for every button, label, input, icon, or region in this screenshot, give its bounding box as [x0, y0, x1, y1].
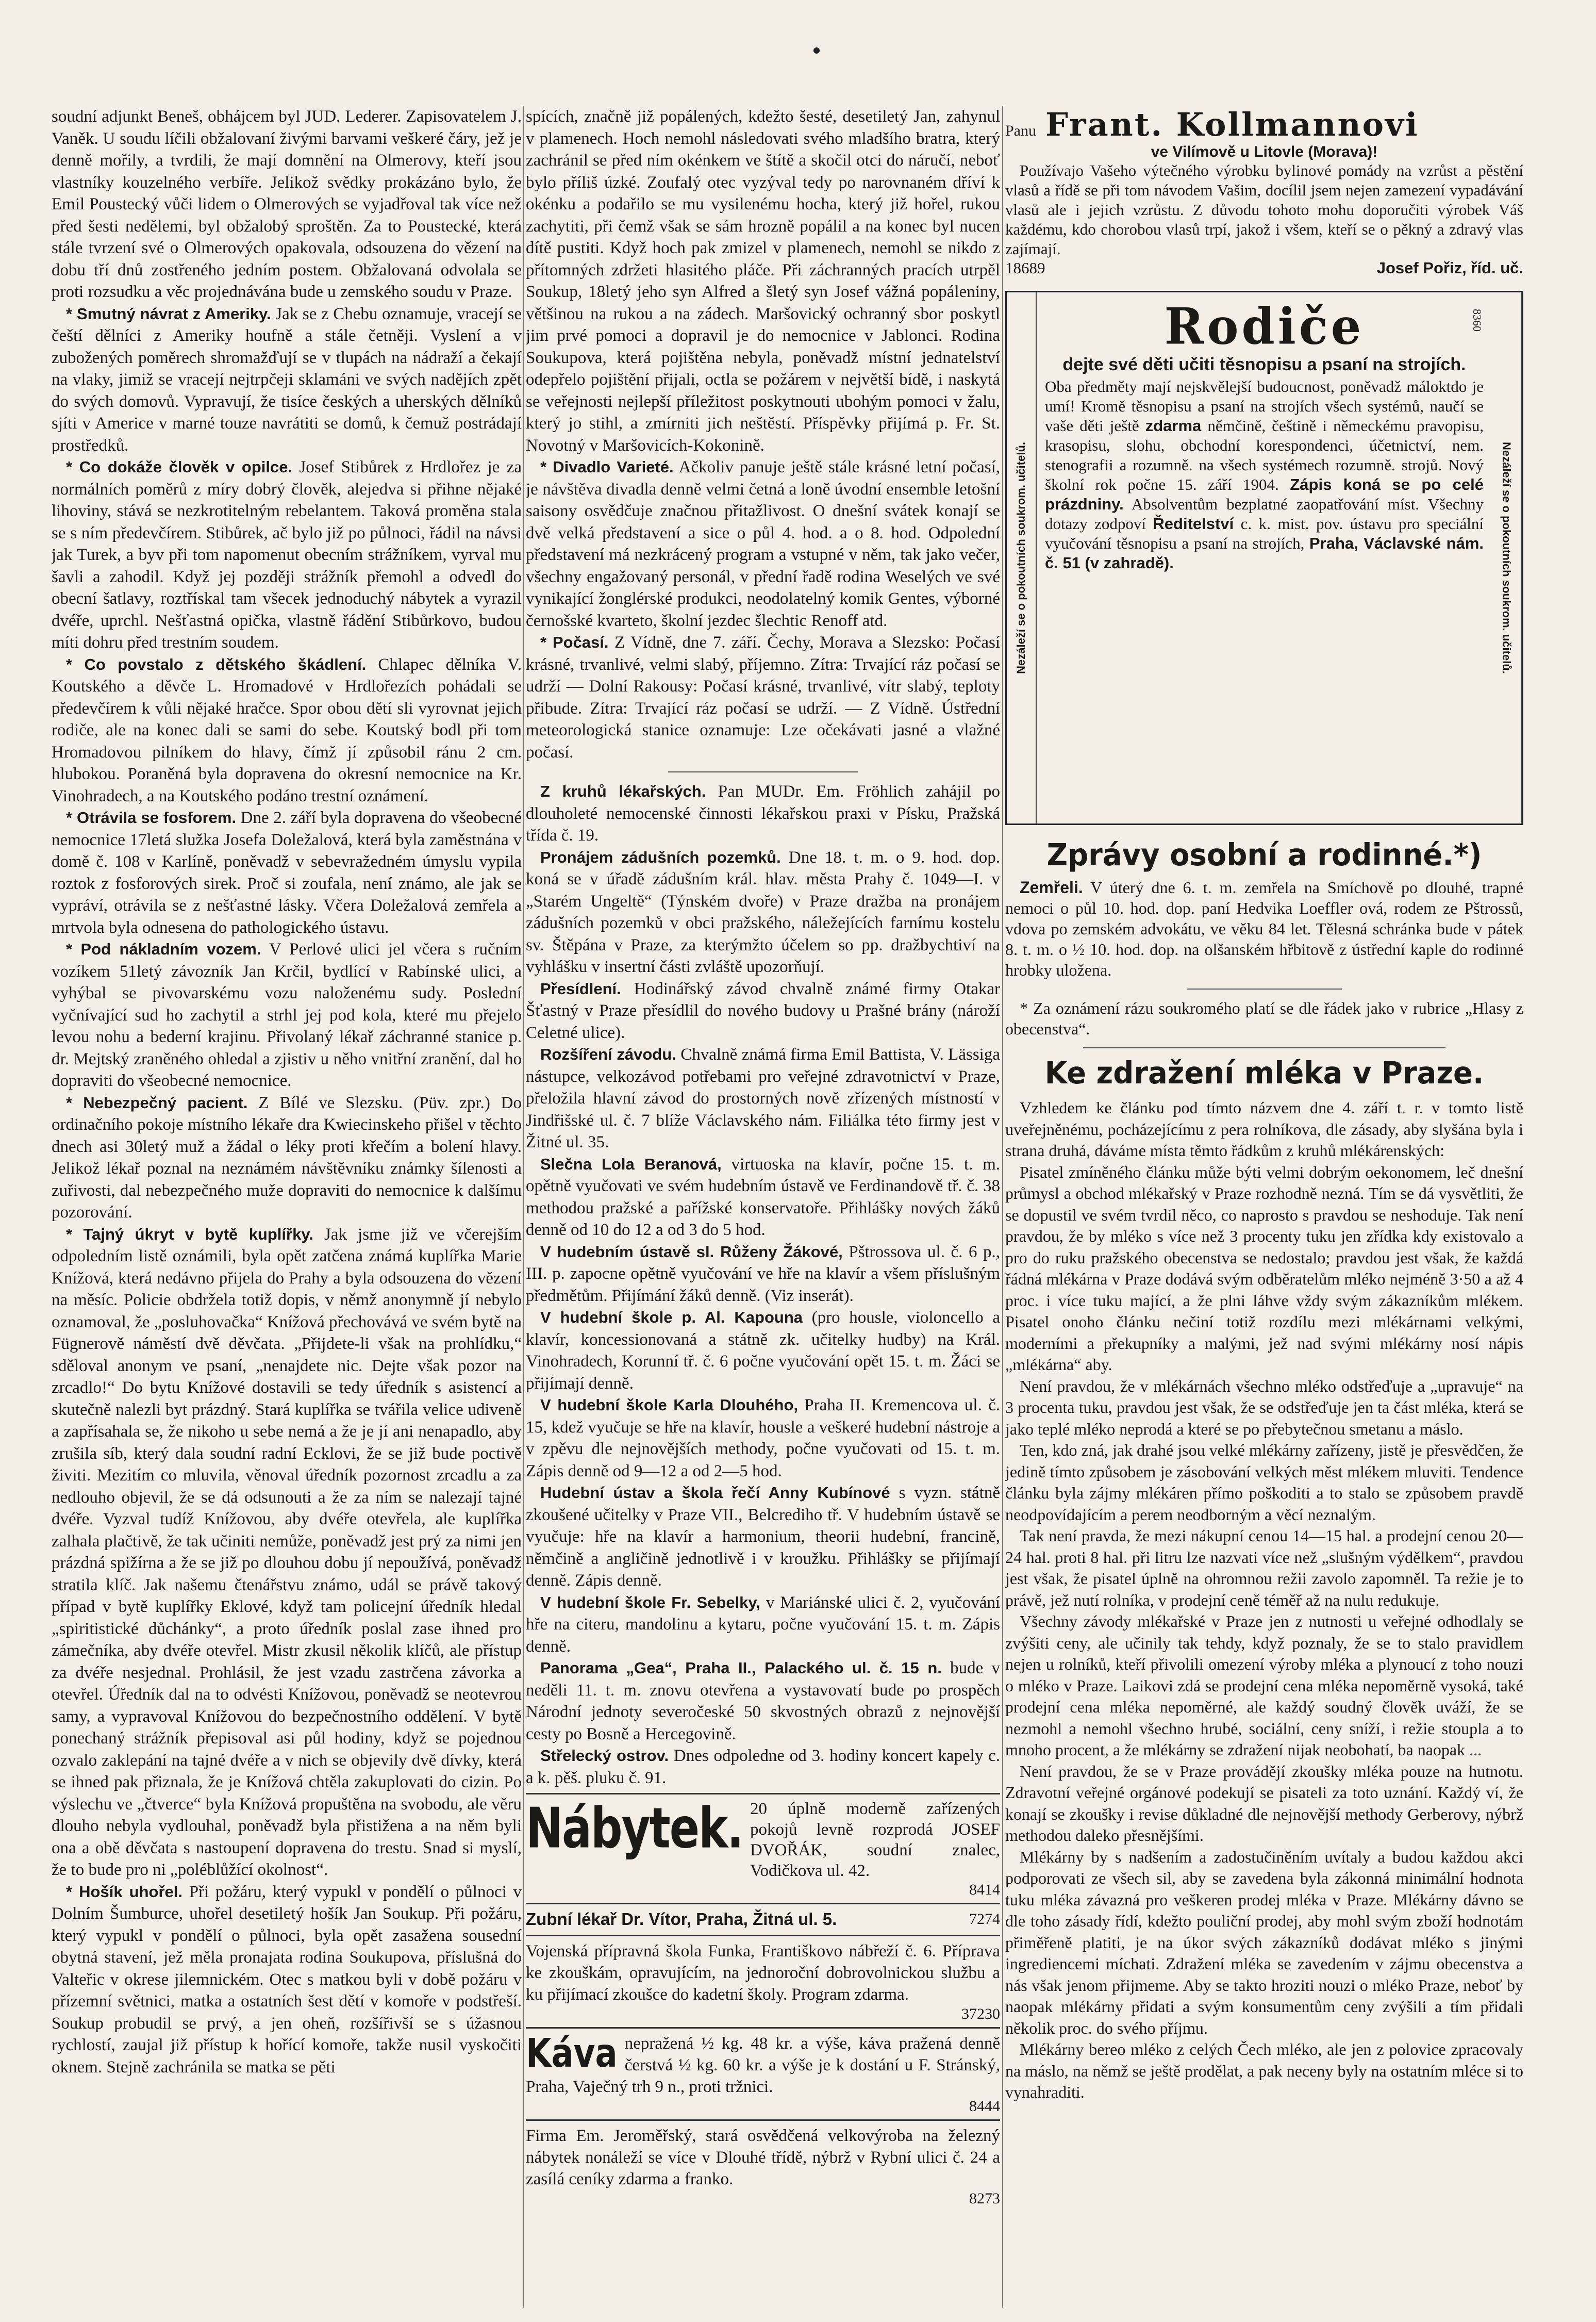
ad-zubni-number: 7274	[969, 1911, 1000, 1928]
article-milk-body	[1005, 1097, 1523, 2103]
article-text: (pro housle, violoncello a klavír, koncessionovaná a státně zk. učitelky hudby) na Král. Vinohradech, Korunní tř. č. 6 počne vyučování opět 15. t. m. Žáci se přijímají denně.	[526, 1308, 1000, 1393]
article-headline: V hudební škole Karla Dlouhého,	[540, 1396, 798, 1414]
testimonial-recipient: Frant. Kollmannovi	[1045, 106, 1419, 143]
article-headline: * Tajný úkryt v bytě kuplířky.	[66, 1225, 313, 1243]
testimonial-signature: Josef Pořiz, říd. uč.	[1376, 259, 1523, 277]
article	[526, 1657, 1000, 1745]
article	[526, 456, 1000, 632]
article	[52, 938, 522, 1092]
article-paragraph: Není pravdou, že v mlékárnách všechno mléko odstřeďuje a „upravuje“ na 3 procenta tuku, pravdou jest však, že se odstřeďuje jen ta část mléka, která se jako teplé mléko neprodá a které se po přebytečnou smetanu a máslo.	[1005, 1376, 1523, 1438]
article	[526, 781, 1000, 847]
article	[526, 1482, 1000, 1592]
article-text: Praha II. Kremencova ul. č. 15, kdež vyučuje se hře na klavír, housle a veškeré hudební nástroje a v zpěvu dle nejnovějších methody, počne vyučovati od 15. t. m. Zápis denně od 9—12 a od 2—5 hod.	[526, 1396, 1000, 1480]
ad-rodice-body: Oba předměty mají nejskvělejší budoucnost, poněvadž máloktdo je umí! Kromě těsnopisu a psaní na strojích všech systémů, naučí se vaše děti ještě zdarma němčině, češtině i německému pravopisu, krasopisu, slohu, obchodní korespondenci, účetnictví, nem. stenografii a rozumně. na všech systémech rozumně. strojů. Nový školní rok počne 15. září 1904. Zápis koná se po celé prázdniny. Absolventům bezplatné zaopatřování míst. Všechny dotazy zodpoví Ředitelství c. k. mist. pov. ústavu pro speciální vyučování těsnopisu a psaní na strojích, Praha, Václavské nám. č. 51 (v zahradě).	[1045, 377, 1484, 572]
ad-skola	[526, 1935, 1000, 2023]
article-text: Z Vídně, dne 7. září. Čechy, Morava a Slezsko: Počasí krásné, trvanlivé, velmi slabý, příjemno. Zítra: Trvající ráz počasí se udrží — Dolní Rakousy: Počasí krásné, trvanlivé, vítr slabý, teploty přibude. Zítra: Trvající ráz počasí se udrží. — Z Vídně. Ústřední meteorologická stanice oznamuje: Lze očekávati jasné a vlažné počasí.	[526, 633, 1000, 762]
article	[52, 1881, 522, 2079]
ad-rodice-side-text-right: Nezáleží se o pokoutních soukrom. učitelů.	[1500, 442, 1513, 674]
article-text: spících, značně již popálených, kdežto šesté, desetiletý Jan, zahynul v plamenech. Hoch nemohl následovati svého mladšího bratra, který zachránil se před ním okénkem ve štítě a skočil otci do náručí, neboť bylo příliš úzké. Zoufalý otec vyzýval tedy po narovnaném dříví k okénku a podařilo se mu vysilenému hocha, který již hořel, rukou zachytiti, při čemž však se sám hrozně popálil a na konec byl nucen dítě pustiti. Když hoch pak zmizel v plamenech, nemohl se nikdo z přítomných zdržeti hlasitého pláče. Při záchranných pracích utrpěl Soukup, 18letý jeho syn Alfred a šletý syn Josef vážná popáleniny, většinou na rukou a na zádech. Maršovický ochranný sbor poskytl jim prvé pomoci a dopravil je do nemocnice v Jablonci. Rodina Soukupova, která pojištěna nebyla, poněvadž místní jednatelství odepřelo pojištění přijali, octla se požárem v největší bídě, i naskytá se veřejnosti nejlepší příležitost poskytnouti ubohým pomoci v žalu, který jo stihl, a zmírniti jich neštěstí. Příspěvky přijímá p. Fr. St. Novotný v Maršovicích-Kokonině.	[526, 107, 1000, 455]
article-paragraph: Ten, kdo zná, jak drahé jsou velké mlékárny zařízeny, jistě je přesvědčen, že jedině tímto způsobem je zásobování velkých měst mlékem mluviti. Tendence článku byla zájmy mlékáren přímo poškoditi a to stalo se způsobem pravdě neodpovídajícím a perem neodborným a věcí neznalým.	[1005, 1441, 1523, 1524]
article-text: Chlapec dělníka V. Koutského a děvče L. Hromadové v Hrdlořezích pohádali se předevčírem k vůli nějaké hračce. Spor obou dětí sli vyrovnat jejich rodiče, ale na konec dali se sami do sebe. Koutský bodl při tom Hromadovou pilníkem do hlavy, čímž jí způsobil ránu 2 cm. hlubokou. Poraněná byla dopravena do okresní nemocnice na Kr. Vinohradech, a na Koutského podáno trestní oznámení.	[52, 655, 522, 805]
article-text: Při požáru, který vypukl v pondělí o půlnoci v Dolním Šumburce, uhořel desetiletý hošík Jan Soukup. Při požáru, který vypukl v pondělí o půlnoci, byla opět zasažena sousední obytná stavení, jež měla pronajata rodina Soukupova, příslušná do Valteřic v okrese jilemnickém. Otec s matkou byli v době požáru v přízemní světnici, matka a ostatních šest dětí v komoře v podstřeší. Soukup probudil se prvý, a jen oheň, rozšířivší se s úžasnou rychlostí, zaujal již přístup k hořící komoře, takže nusil vyskočiti oknem. Stejně zachránila se matka se pěti	[52, 1882, 522, 2077]
article-text: Dne 2. září byla dopravena do všeobecné nemocnice 17letá služka Josefa Doležalová, která byla zaměstnána v domě č. 108 v Karlíně, poněvadž v sebevražedném úmyslu vypila roztok z fosforových sirek. Proč si zoufala, není známo, ale jak se vypráví, otrávila se z nešťastné lásky. Včera Doležalová zemřela a mrtvola byla odnesena do pathologického ústavu.	[52, 809, 522, 937]
article-text: virtuoska na klavír, počne 15. t. m. opětně vyučovati ve svém hudebním ústavě ve Ferdinandově tř. č. 38 methodou pražské a pařížské konservatoře. Přihlášky nových žáků denně od 10 do 12 a od 3 do 5 hod.	[526, 1155, 1000, 1239]
divider	[1187, 989, 1342, 990]
ad-zubni	[526, 1903, 1000, 1931]
ad-skola-number: 37230	[961, 2005, 1000, 2022]
article-headline: Přesídlení.	[540, 979, 621, 998]
article	[52, 654, 522, 808]
article-text: Pan MUDr. Em. Fröhlich zahájil po dlouholeté nemocenské činnosti lékařskou praxi v Písku, Pražská třída č. 19.	[526, 782, 1000, 845]
article-text: Jak se z Chebu oznamuje, vracejí se čeští dělníci z Ameriky houfně a stále četněji. Vyslení a v zubožených poměrech shromažďují se v tlupách na nádraží a čekají na vlaky, jimiž se vracejí nejtrpčeji sklamáni ve svých nadějích zpět do svých domovů. Vypravují, že tisíce českých a uherských dělníků sjíti v Americe v marné touze navrátiti se domů, k čemuž postrádají prostředků.	[52, 304, 522, 455]
column-2-notices	[526, 781, 1000, 1789]
ad-rodice-box	[1005, 291, 1523, 825]
ad-kava-text: nepražená ½ kg. 48 kr. a výše, káva pražená denně čerstvá ½ kg. 60 kr. a výše je k dostání u F. Stránský, Praha, Vaječný trh 9 n., proti tržnici.	[526, 2034, 1000, 2096]
article-paragraph: Mlékárny bereo mléko z celých Čech mléko, ale jen z polovice zpracovaly na máslo, na němž se ještě prodělat, a pak neceny byly na ostatním mléce si to vynahraditi.	[1005, 2040, 1523, 2101]
article-headline: Pronájem zádušních pozemků.	[540, 848, 781, 866]
divider	[1083, 1047, 1446, 1048]
testimonial-location: ve Vilímově u Litovle (Morava)!	[1151, 143, 1378, 160]
testimonial-body: Používajo Vašeho výtečného výrobku bylinové pomády na vzrůst a pěstění vlasů a řídě se při tom návodem Vašim, docílil jsem nejen zamezení vypadávání vlasů ale i jejich vzrůstu. Z důvodu tohoto mohu doporučiti výrobek Váš každému, kdo chorobou vlasů trpí, jakož i všem, kteří se o pěkný a zdravý vlas zajímají.	[1005, 161, 1523, 258]
article-paragraph: Vzhledem ke článku pod tímto názvem dne 4. září t. r. v tomto listě uveřejněnému, pocházejícímu z pera rolníkova, dle zásady, aby slyšána byla i strana druhá, dáváme místa těmto řádkům z kruhů mlékárenských:	[1005, 1098, 1523, 1160]
article-headline: * Divadlo Varieté.	[540, 458, 674, 476]
ad-nabytek-number: 8414	[969, 1881, 1000, 1898]
article	[526, 1394, 1000, 1482]
ad-rodice-title: Rodiče	[1164, 297, 1365, 356]
article-headline: Hudební ústav a škola řečí Anny Kubínové	[540, 1484, 890, 1502]
article-headline: * Hošík uhořel.	[66, 1882, 182, 1901]
article	[52, 303, 522, 457]
article	[52, 1092, 522, 1224]
article-headline: * Nebezpečný pacient.	[66, 1093, 248, 1112]
article-text: Josef Stibůrek z Hrdlořez je za normálních poměrů z míry dobrý člověk, alejedva si přihne nějaké lihoviny, stává se nezkrotitelným rebelantem. Taková proměna stala se s ním předevčírem. Stibůrek, ač bylo již po půlnoci, řádil na návsi jak Turek, a byv při tom napomenut obecním strážníkem, vyrval mu šavli a zahodil. Když jej později strážník přemohl a odvedl do obecní šatlavy, roztřískal tam všecek jednoduchý nábytek a vyrazil dvéře, uprchl. Nešťastná opička, vlastně řádění Stibůrkovo, budou míti dohru před trestním soudem.	[52, 458, 522, 652]
ad-firma-text: Firma Em. Jeroměřský, stará osvědčená velkovýroba na železný nábytek nonáleží se více v Dlouhé třídě, nýbrž v Rybní ulici č. 24 a zasílá ceníky zdarma a franko.	[526, 2127, 1000, 2188]
article-text: Jak jsme již ve včerejším odpoledním listě oznámili, byla opět zatčena známá kuplířka Marie Knížová, která nedávno přijela do Prahy a byla odsouzena do vězení na měsíc. Policie obdržela totiž dopis, v němž anonymně jí nebylo oznamoval, že „posluhovačka“ Knížová přechovává ve svém bytě na Fügnerově náměstí dvě děvčata. „Přijdete-li však na prohlídku,“ sděloval anonym ve psaní, „nenajdete nic. Dejte však pozor na zrcadlo!“ Do bytu Knížové dostavili se tedy úředník s asistencí a skutečně nalezli byt prázdný. Stará kuplířka se tvářila velice udiveně a zapřísahala se, že nikoho u sebe nemá a že je jí ani nenapadlo, aby zrušila síb, který dala soudní radní Ecklovi, že se již bude poctivě živiti. Mezitím co mluvila, věnoval úředník pozornost zrcadlu a za nedlouho objevil, že se dá odsunouti a že za ním se nalezají tajné dvéře. Vyzval tudíž Knížovou, aby dvéře otevřela, ale kuplířka zalhala plačtivě, že tak učiniti nemůže, poněvadž jest prý za nimi jen prázdná spižírna a že se již po dlouhou dobu jí nepoužívá, poněvadž stratila klíč. Jak našemu čtenářstvu známo, udál se právě takový případ v bytě kuplířky Eklové, když tam policejní úředník hledal „spiritistické důchánky“, a proto úředník poslal zase ihned pro zámečníka, aby dvéře otevřel. Mistr zkusil několik klíčů, ale přístup za dvéře nesjednal. Prohlásil, že jest vzadu zastrčena závorka a otevřel. Úředník dal na to odvésti Knížovou, poněvadž se neotevrou samy, a vypravoval Knížovou do bezpečnostního oddělení. V bytě ponechaný strážník přepisoval asi půl hodiny, když se pojednou ozvalo zaklepání na tajné dvéře a v nich se objevily dvě dívky, která se ihned pak přiznala, že je Knížová chtěla zakuplovati do cizin. Po výslechu ve „čtverce“ byla Knížová propuštěna na svobodu, ale věru dlouho nebyla vydlouhal, poněvadž byla přistižena a na něm byli ona a obě děvčata s nastoupení dopravena do trestu. Snad si myslí, že to bude pro ni „poléblůžící okolnost“.	[52, 1225, 522, 1879]
article-headline: V hudební škole Fr. Sebelky,	[540, 1593, 760, 1611]
article	[52, 807, 522, 938]
article-text: soudní adjunkt Beneš, obhájcem byl JUD. Lederer. Zapisovatelem J. Vaněk. U soudu líčili obžalovaní živými barvami veškeré čáry, jež je denně mořily, a tvrdili, že mají domnění na Olmerovy, kteří jsou vlastníky kouzelného verbíře. Jelikož svědky prokázáno bylo, že Emil Poustecký vůči lidem o Olmerových se vyjadřoval tak více než před šesti nedělemi, byl obžalobý sproštěn. Za to Poustecké, která stále tvrzení své o Olmerových opakovala, odsouzena do vězení na dobu tří dnů zostřeného jedním postem. Obžalovaná odvolala se proti rozsudku a věc projednávána bude u zemského soudu v Praze.	[52, 107, 522, 301]
article-text: Hodinářský závod chvalně známé firmy Otakar Šťastný v Praze přesídlil do nového budovy u Prašné brány (nároží Celetné ulice).	[526, 979, 1000, 1042]
article-title-milk: Ke zdražení mléka v Praze.	[1044, 1056, 1484, 1091]
ad-nabytek-title: Nábytek.	[526, 1796, 743, 1861]
article-paragraph: Všechny závody mlékařské v Praze jen z nutnosti u veřejné odhodlaly se zvýšiti ceny, ale učinily tak tehdy, když poznaly, že se to stalo pravidlem nejen u rolníků, kteří přivolili omezení výroby mléka a plynoucí z toho nouzi o mléko v Praze. Laikovi zdá se prodejní cena mléka nepoměrně vysoká, také prodejní cena mléka nepoměrné, ale každý soudný člověk uváží, že se nezmohl a nemohl všechno hrubé, sociální, ceny sníží, i režie stoupla a to mnoho procent, a že mlékárny se zdražení nijak neobohatí, ba naopak ...	[1005, 1612, 1523, 1759]
ad-kava-title: Káva	[526, 2031, 618, 2077]
article-text: bude v neděli 11. t. m. znovu otevřena a vystavovatí bude po prospěch Národní jednoty severočeské 50 skvostných obrazů z nejnovější cesty po Bosně a Hercegovině.	[526, 1659, 1000, 1743]
article	[526, 1307, 1000, 1394]
testimonial-salutation: Panu	[1005, 122, 1036, 139]
column-1	[52, 106, 522, 2308]
article-headline: Z kruhů lékařských.	[540, 782, 706, 800]
article	[526, 1154, 1000, 1241]
article-paragraph: Tak není pravda, že mezi nákupní cenou 14—15 hal. a prodejní cenou 20—24 hal. proti 8 hal. při litru lze nazvati více než „slušným výdělkem“, pravdou jest však, že pisatel úplně na ohromnou režii zavolo zapomněl. Ta režie je to právě, jež nutí rolníka, v prodejní ceně téměř až na nulu redukuje.	[1005, 1526, 1523, 1609]
testimonial-kollmann	[1005, 106, 1523, 277]
ad-firma-number: 8273	[969, 2190, 1000, 2207]
article	[526, 1592, 1000, 1658]
ad-kava-number: 8444	[969, 2098, 1000, 2115]
article-headline: Panorama „Gea“, Praha II., Palackého ul. č. 15 n.	[540, 1659, 942, 1677]
article-headline: * Co dokáže člověk v opilce.	[66, 458, 293, 476]
article	[526, 106, 1000, 456]
ad-rodice-side-text-left: Nezáleží se o pokoutních soukrom. učitelů.	[1015, 442, 1027, 674]
column-3	[1005, 106, 1523, 2308]
article-text: Dne 18. t. m. o 9. hod. dop. koná se v úřadě zádušním král. hlav. města Prahy č. 1049—I. v „Starém Ungeltě“ (Týnském dvoře) v Praze dražba na pronájem zádušních pozemků v obci pražského, náležejících farnímu kostelu sv. Štěpána v Praze, za kterýmžto účelem so pp. dražbychtiví na vyhlášku v insertní části zvláště upozorňují.	[526, 848, 1000, 976]
article-headline: * Co povstalo z dětského škádlení.	[66, 655, 367, 673]
column-divider	[523, 106, 524, 2308]
article-headline: * Smutný návrat z Ameriky.	[66, 304, 271, 323]
article	[52, 106, 522, 303]
article	[52, 1224, 522, 1881]
column-2	[526, 106, 1000, 2308]
article-headline: * Otrávila se fosforem.	[66, 809, 237, 827]
article	[526, 978, 1000, 1044]
article-text: Dnes odpoledne od 3. hodiny koncert kapely c. a k. pěš. pluku č. 91.	[526, 1747, 1000, 1787]
article-paragraph: Mlékárny by s nadšením a zadostučiněním uvítaly a budou každou akci podporovati ze všech sil, aby se zavedena byla zákonná minimální hodnota tuku mléka závazná pro veškeren prodej mléka v Praze. Mlékárny dávno se dle toho zásady řídí, kdežto pouliční prodej, aby mohl svým zboží hodnotám přiměřeně platiti, je na úkor svých zákazníků dodávat mléko s jinými ingrediencemi míchati. Zdražení mléka se zavedením v zájmu obecenstva a nás však jenom přijmeme. Aby se takto hroziti nouzi o mléko Praze, neboť by naopak mlékárny přidati a svým konsumentům ceny zvýšili a tím přidali několik proc. do svého příjmu.	[1005, 1847, 1523, 2037]
article-headline: V hudebním ústavě sl. Růženy Žákové,	[540, 1242, 843, 1261]
article-text: Ačkoliv panuje ještě stále krásné letní počasí, je návštěva divadla denně velmi četná a loně úvodní ensemble letošní saisony osvědčuje značnou přitažlivost. O dnešní svátek konají se dvě velká představení a sice o půl 4. hod. a o 8. hod. Odpolední představení má nezkrácený program a vstupné v něm, tak jako večer, všechny engažovaný personál, v přední řadě rodina Weselých ve své vynikající žonglérské produkci, neodolatelný komik Gentes, výborné černošské kvarteto, školní jezdec šlechtic Renoff atd.	[526, 458, 1000, 630]
ad-rodice-number: 8360	[1471, 309, 1484, 332]
article-headline: * Počasí.	[540, 633, 609, 651]
article-text: v Mariánské ulici č. 2, vyučování hře na citeru, mandolinu a kytaru, počne vyučování 15. t. m. Zápis denně.	[526, 1593, 1000, 1656]
article-headline: Slečna Lola Beranová,	[540, 1155, 722, 1173]
article-paragraph: Není pravdou, že se v Praze provádějí zkoušky mléka pouze na hutnotu. Zdravotní veřejné orgánové podekují se pisateli za toto uznání. Každý ví, že konají se zkoušky i revise důkladné dle nejnovější methody Gerberovy, nýbrž methodou daleko přesnějšími.	[1005, 1761, 1523, 1845]
article-text: Z Bílé ve Slezsku. (Püv. zpr.) Do ordinačního pokoje místního lékaře dra Kwiecinskeho přišel v těchto dnech asi 30letý muž a žádal o léky proti křečím a bolení hlavy. Jelikož lékař poznal na neznámém návštěvníku známky šílenosti a zuřivosti, dal nebezpečného muže dopraviti do nemocnice k dalšímu pozorování.	[52, 1093, 522, 1222]
article	[526, 1241, 1000, 1307]
page-mark-dot	[813, 47, 820, 54]
ad-kava	[526, 2027, 1000, 2115]
article	[526, 1044, 1000, 1154]
ad-firma	[526, 2119, 1000, 2208]
testimonial-number: 18689	[1005, 259, 1045, 277]
article-headline: V hudební škole p. Al. Kapouna	[540, 1308, 803, 1326]
article-text: Chvalně známá firma Emil Battista, V. Lässiga nástupce, velkozávod potřebami pro veřejné zdravotnictví v Praze, přeložila hlavní závod do prostorných nově zřízených místností v Jindřišské ul. č. 7 blíže Václavského nám. Filiálka této firmy jest v Žitné ul. 35.	[526, 1045, 1000, 1151]
article	[526, 632, 1000, 763]
article-headline: Rozšíření závodu.	[540, 1045, 676, 1063]
column-divider	[1002, 106, 1003, 2308]
article-text: V Perlové ulici jel včera s ručním vozíkem 51letý závozník Jan Krčil, bydlící v Rabínské ulici, a vyhýbal se pivovarskému vozu naloženému sudy. Poslední vyčnívající sud ho zachytil a strhl jej pod kola, které mu přejelo levou nohu a bederní krajinu. Přivolaný lékař záchranné stanice p. dr. Mejtský zraněného ohledal a zjistiv u něho vnitřní zranění, dal ho dopraviti do všeobecné nemocnice.	[52, 940, 522, 1090]
article-headline: Střelecký ostrov.	[540, 1747, 669, 1765]
article-text: Pštrossova ul. č. 6 p., III. p. zapocne opětně vyučování ve hře na klavír a všem příslušným předmětům. Přijímání žáků denně. (Viz inserát).	[526, 1242, 1000, 1305]
personal-news-note: * Za oznámení rázu soukromého platí se dle řádek jako v rubrice „Hlasy z obecenstva“.	[1005, 999, 1523, 1038]
ad-skola-text: Vojenská přípravná škola Funka, Františkovo nábřeží č. 6. Příprava ke zkouškám, opravujícím, na jednoroční dobrovolnickou službu a ku přijímací zkoušce do kadetní školy. Program zdarma.	[526, 1942, 1000, 2004]
article-text: s vyzn. státně zkoušené učitelky v Praze VII., Belcrediho tř. V hudebním ústavě se vyučuje: hře na klavír a harmonium, theorii hudební, francině, němčině a angličině jednotlivě i v kroužku. Přihlášky se přijímají denně. Zápis denně.	[526, 1484, 1000, 1590]
article	[526, 847, 1000, 978]
ad-nabytek	[526, 1793, 1000, 1899]
personal-news: Zemřeli. V úterý dne 6. t. m. zemřela na Smíchově po dlouhé, trapné nemoci o půl 10. hod. dop. paní Hedvika Loeffler ová, rodem ze Pštrossů, vdova po zemském advokátu, ve věku 84 let. Tělesná schránka bude v pátek 8. t. m. o ½ 10. hod. dop. na olšanském hřbitově z ústřední kaple do rodinné hrobky uložena.	[1005, 878, 1523, 979]
article-paragraph: Pisatel zmíněného článku může býti velmi dobrým oekonomem, leč dnešní průmysl a obchod mlékařský v Praze rozhodně nezná. Tím se dá vysvětliti, že se dopustil ve svém tvrdil něco, co naprosto s pravdou se neshoduje. Tak není pravdou, že by mléko s více než 3 procenty tuku jen zřídka kdy existovalo a pro do ruku pražského obecenstva se nedostalo; pravdou jest však, že každá řádná mlékárna v Praze dodává svým odběratelům mléko nejméně 3·50 a až 4 proc. i více tuku mající, a že plnі láhve vždy svým zákazníkům mlékem. Pisatel onoho článku nečiní totiž rozdílu mezi mlékárnami velkými, moderními a překupníky a malými, jež nad svými mlékárny nosí nápis „mlékárna“ aby.	[1005, 1162, 1523, 1374]
article	[526, 1745, 1000, 1789]
ad-zubni-text: Zubní lékař Dr. Vítor, Praha, Žitná ul. 5.	[526, 1909, 837, 1929]
column-2-articles	[526, 106, 1000, 763]
ad-rodice-lead: dejte své děti učiti těsnopisu a psaní na strojích.	[1062, 355, 1466, 374]
article	[52, 456, 522, 654]
section-title-personal: Zprávy osobní a rodinné.*)	[1046, 837, 1482, 873]
article-headline: * Pod nákladním vozem.	[66, 940, 261, 958]
ad-nabytek-text: 20 úplně moderně zařízených pokojů levně rozprodá JOSEF DVOŘÁK, soudní znalec, Vodičkova ul. 42.	[750, 1800, 1000, 1880]
